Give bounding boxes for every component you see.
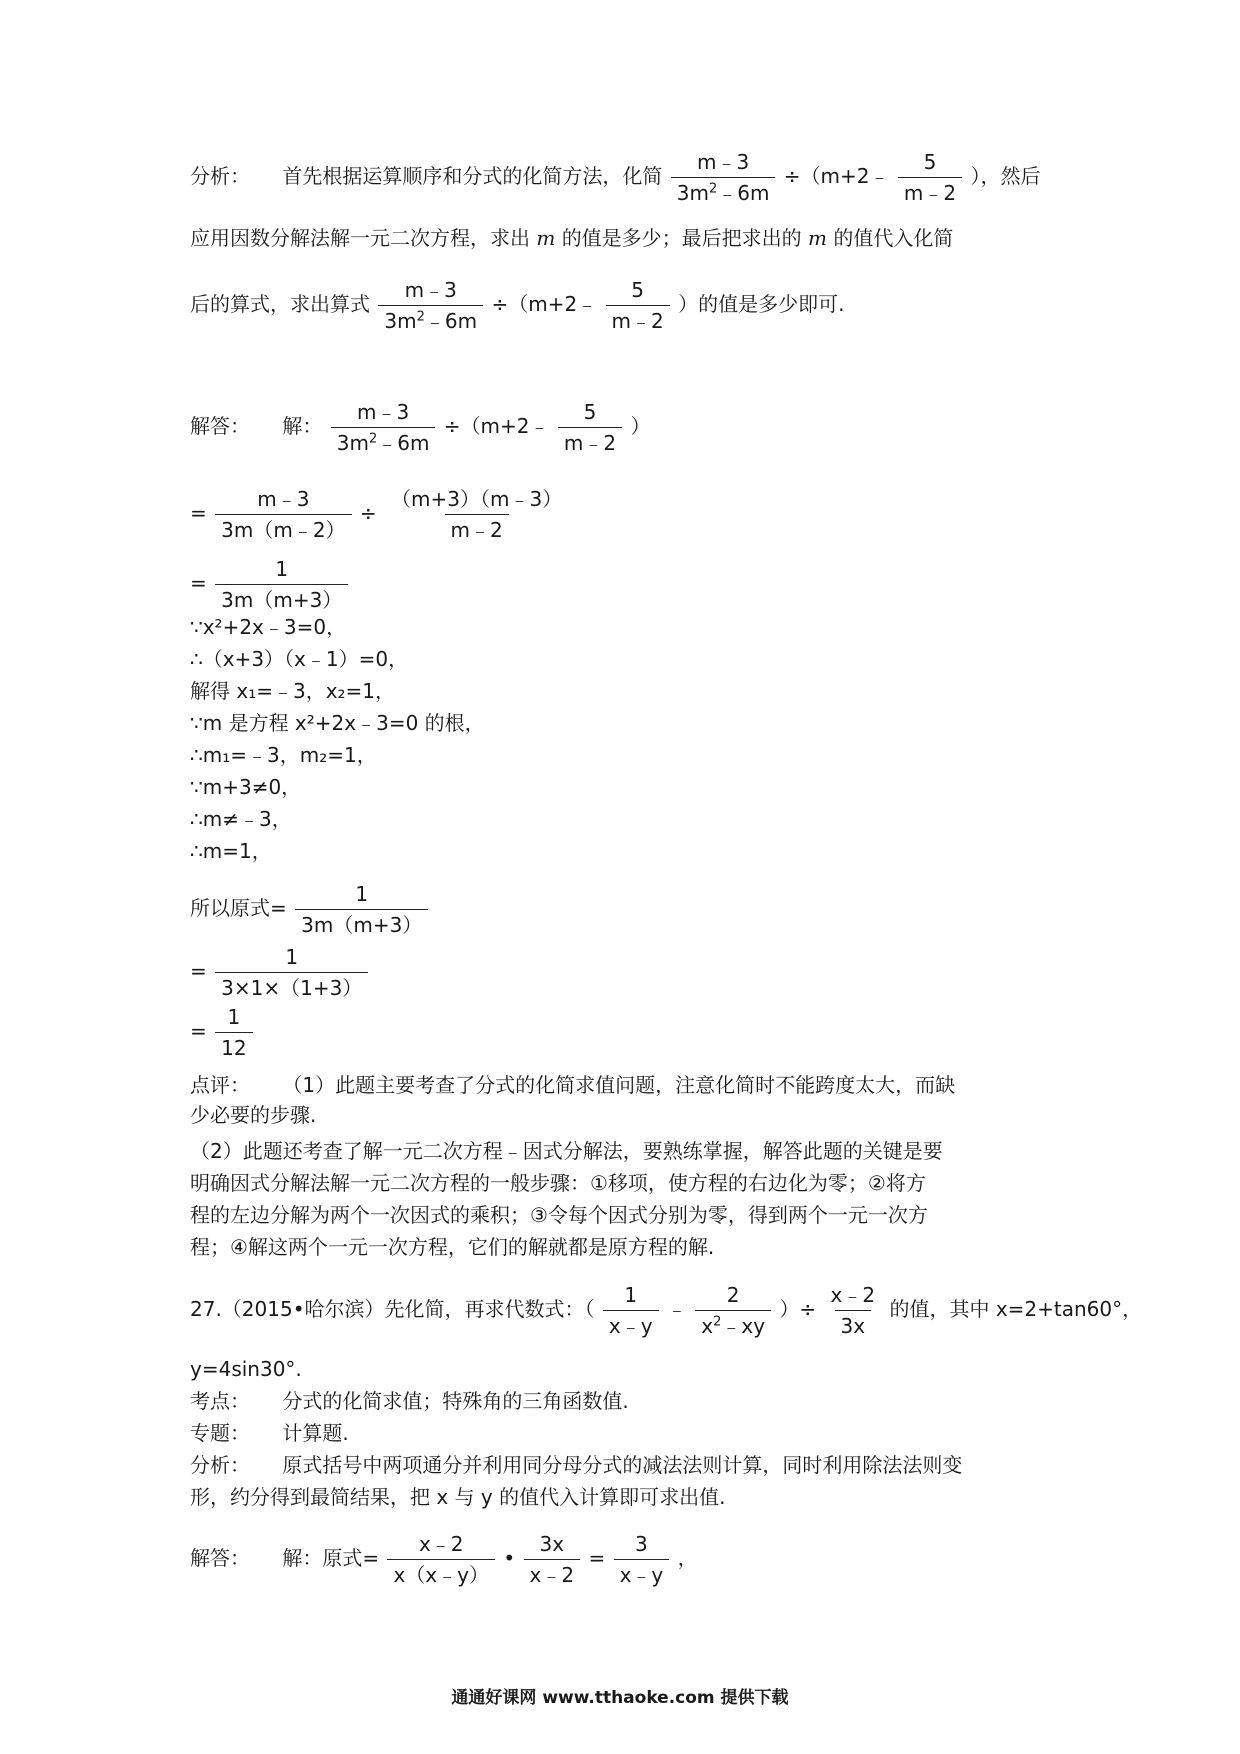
q27-heading: 27.（2015•哈尔滨）先化简，再求代数式：（ $\frac{1}{x﹣y}$ ﹣ $\frac{2}{x^2﹣xy}$ ）÷ $\frac{x﹣2}{3x}$ 的值，其中 x=2+tan60°， [190, 1283, 1143, 1338]
fraction: $\frac{1}{3m(m+3)}$ [215, 557, 348, 612]
analysis-line-2: 应用因数分解法解一元二次方程，求出 m 的值是多少；最后把求出的 m 的值代入化简 [190, 226, 954, 250]
comment-line-1: 点评： （1）此题主要考查了分式的化简求值问题，注意化简时不能跨度太大，而缺 [190, 1073, 956, 1097]
topic-label: 专题： [190, 1421, 250, 1445]
text: 首先根据运算顺序和分式的化简方法，化简 [282, 164, 663, 188]
fraction: $\frac{m﹣3}{3m^2﹣6m}$ [378, 278, 483, 333]
step-line: ∴m≠﹣3， [190, 807, 292, 831]
comment-line-2: （2）此题还考查了解一元二次方程﹣因式分解法，要熟练掌握，解答此题的关键是要 [190, 1139, 943, 1163]
fraction: $\frac{m﹣3}{3m^2﹣6m}$ [331, 400, 436, 455]
step-final-3: = $\frac{1}{12}$ [190, 1005, 255, 1060]
fraction: $\frac{1}{12}$ [215, 1005, 252, 1060]
fraction: $\frac{x﹣2}{x(x﹣y)}$ [387, 1532, 495, 1587]
answer-label: 解答： [190, 1546, 250, 1570]
step-final-2: = $\frac{1}{3\times 1\times(1+3)}$ [190, 945, 370, 1000]
q27-analysis-1: 分析： 原式括号中两项通分并利用同分母分式的减法法则计算，同时利用除法法则变 [190, 1453, 963, 1477]
analysis-label: 分析： [190, 1453, 250, 1477]
step-line: ∴m₁=﹣3，m₂=1， [190, 743, 377, 767]
fraction: $\frac{(m+3)(m﹣3)}{m﹣2}$ [391, 487, 563, 542]
step-line: ∵m 是方程 x²+2x﹣3=0 的根， [190, 711, 485, 735]
step-so: 所以原式= $\frac{1}{3m(m+3)}$ [190, 882, 430, 937]
fraction: $\frac{m﹣3}{3m(m﹣2)}$ [215, 487, 351, 542]
q27-exam-point: 考点： 分式的化简求值；特殊角的三角函数值. [190, 1389, 629, 1413]
step-1: = $\frac{m﹣3}{3m(m﹣2)}$ ÷ $\frac{(m+3)(m﹣3)}{m﹣2}$ [190, 487, 570, 542]
comment-line-4: 程的左边分解为两个一次因式的乘积；③令每个因式分别为零，得到两个一元一次方 [190, 1203, 928, 1227]
comment-line-1b: 少必要的步骤. [190, 1103, 317, 1127]
q27-analysis-2: 形，约分得到最简结果，把 x 与 y 的值代入计算即可求出值. [190, 1485, 726, 1509]
fraction: $\frac{3}{x﹣y}$ [614, 1532, 670, 1587]
answer-label: 解答： [190, 414, 250, 438]
answer-line-1: 解答： 解： $\frac{m﹣3}{3m^2﹣6m}$ ÷（m+2﹣ $\frac{5}{m﹣2}$ ） [190, 400, 651, 455]
fraction: $\frac{5}{m﹣2}$ [606, 278, 670, 333]
step-line: ∵x²+2x﹣3=0， [190, 615, 347, 639]
q27-topic: 专题： 计算题. [190, 1421, 349, 1445]
fraction: $\frac{5}{m﹣2}$ [558, 400, 622, 455]
fraction: $\frac{1}{3m(m+3)}$ [295, 882, 428, 937]
step-line: ∴（x+3）（x﹣1）=0， [190, 647, 409, 671]
page-footer: 通通好课网 www.tthaoke.com 提供下载 [451, 1688, 789, 1708]
analysis-line-1: 分析： 首先根据运算顺序和分式的化简方法，化简 $\frac{m﹣3}{3m^2﹣6m}$ ÷（m+2﹣ $\frac{5}{m﹣2}$ ），然后 [190, 150, 1041, 205]
comment-line-3: 明确因式分解法解一元二次方程的一般步骤：①移项，使方程的右边化为零；②将方 [190, 1171, 926, 1195]
comment-line-5: 程；④解这两个一元一次方程，它们的解就都是原方程的解. [190, 1235, 715, 1259]
fraction: $\frac{5}{m﹣2}$ [898, 150, 962, 205]
exam-point-label: 考点： [190, 1389, 250, 1413]
analysis-label: 分析： [190, 164, 250, 188]
fraction: $\frac{x﹣2}{3x}$ [830, 1283, 876, 1338]
fraction: $\frac{1}{3\times 1\times(1+3)}$ [215, 945, 368, 1000]
q27-heading-cont: y=4sin30°. [190, 1357, 302, 1381]
step-line: 解得 x₁=﹣3，x₂=1， [190, 679, 396, 703]
comment-label: 点评： [190, 1073, 250, 1097]
analysis-line-3: 后的算式，求出算式 $\frac{m﹣3}{3m^2﹣6m}$ ÷（m+2﹣ $\frac{5}{m﹣2}$ ）的值是多少即可. [190, 278, 845, 333]
q27-answer: 解答： 解：原式= $\frac{x﹣2}{x(x﹣y)}$ • $\frac{3x}{x﹣2}$ = $\frac{3}{x﹣y}$ ， [190, 1532, 698, 1587]
step-line: ∴m=1， [190, 839, 272, 863]
fraction: $\frac{3x}{x﹣2}$ [524, 1532, 581, 1587]
step-2: = $\frac{1}{3m(m+3)}$ [190, 557, 350, 612]
fraction: $\frac{2}{x^2﹣xy}$ [695, 1283, 771, 1338]
fraction: $\frac{m﹣3}{3m^2﹣6m}$ [671, 150, 776, 205]
step-line: ∵m+3≠0， [190, 775, 302, 799]
fraction: $\frac{1}{x﹣y}$ [603, 1283, 659, 1338]
